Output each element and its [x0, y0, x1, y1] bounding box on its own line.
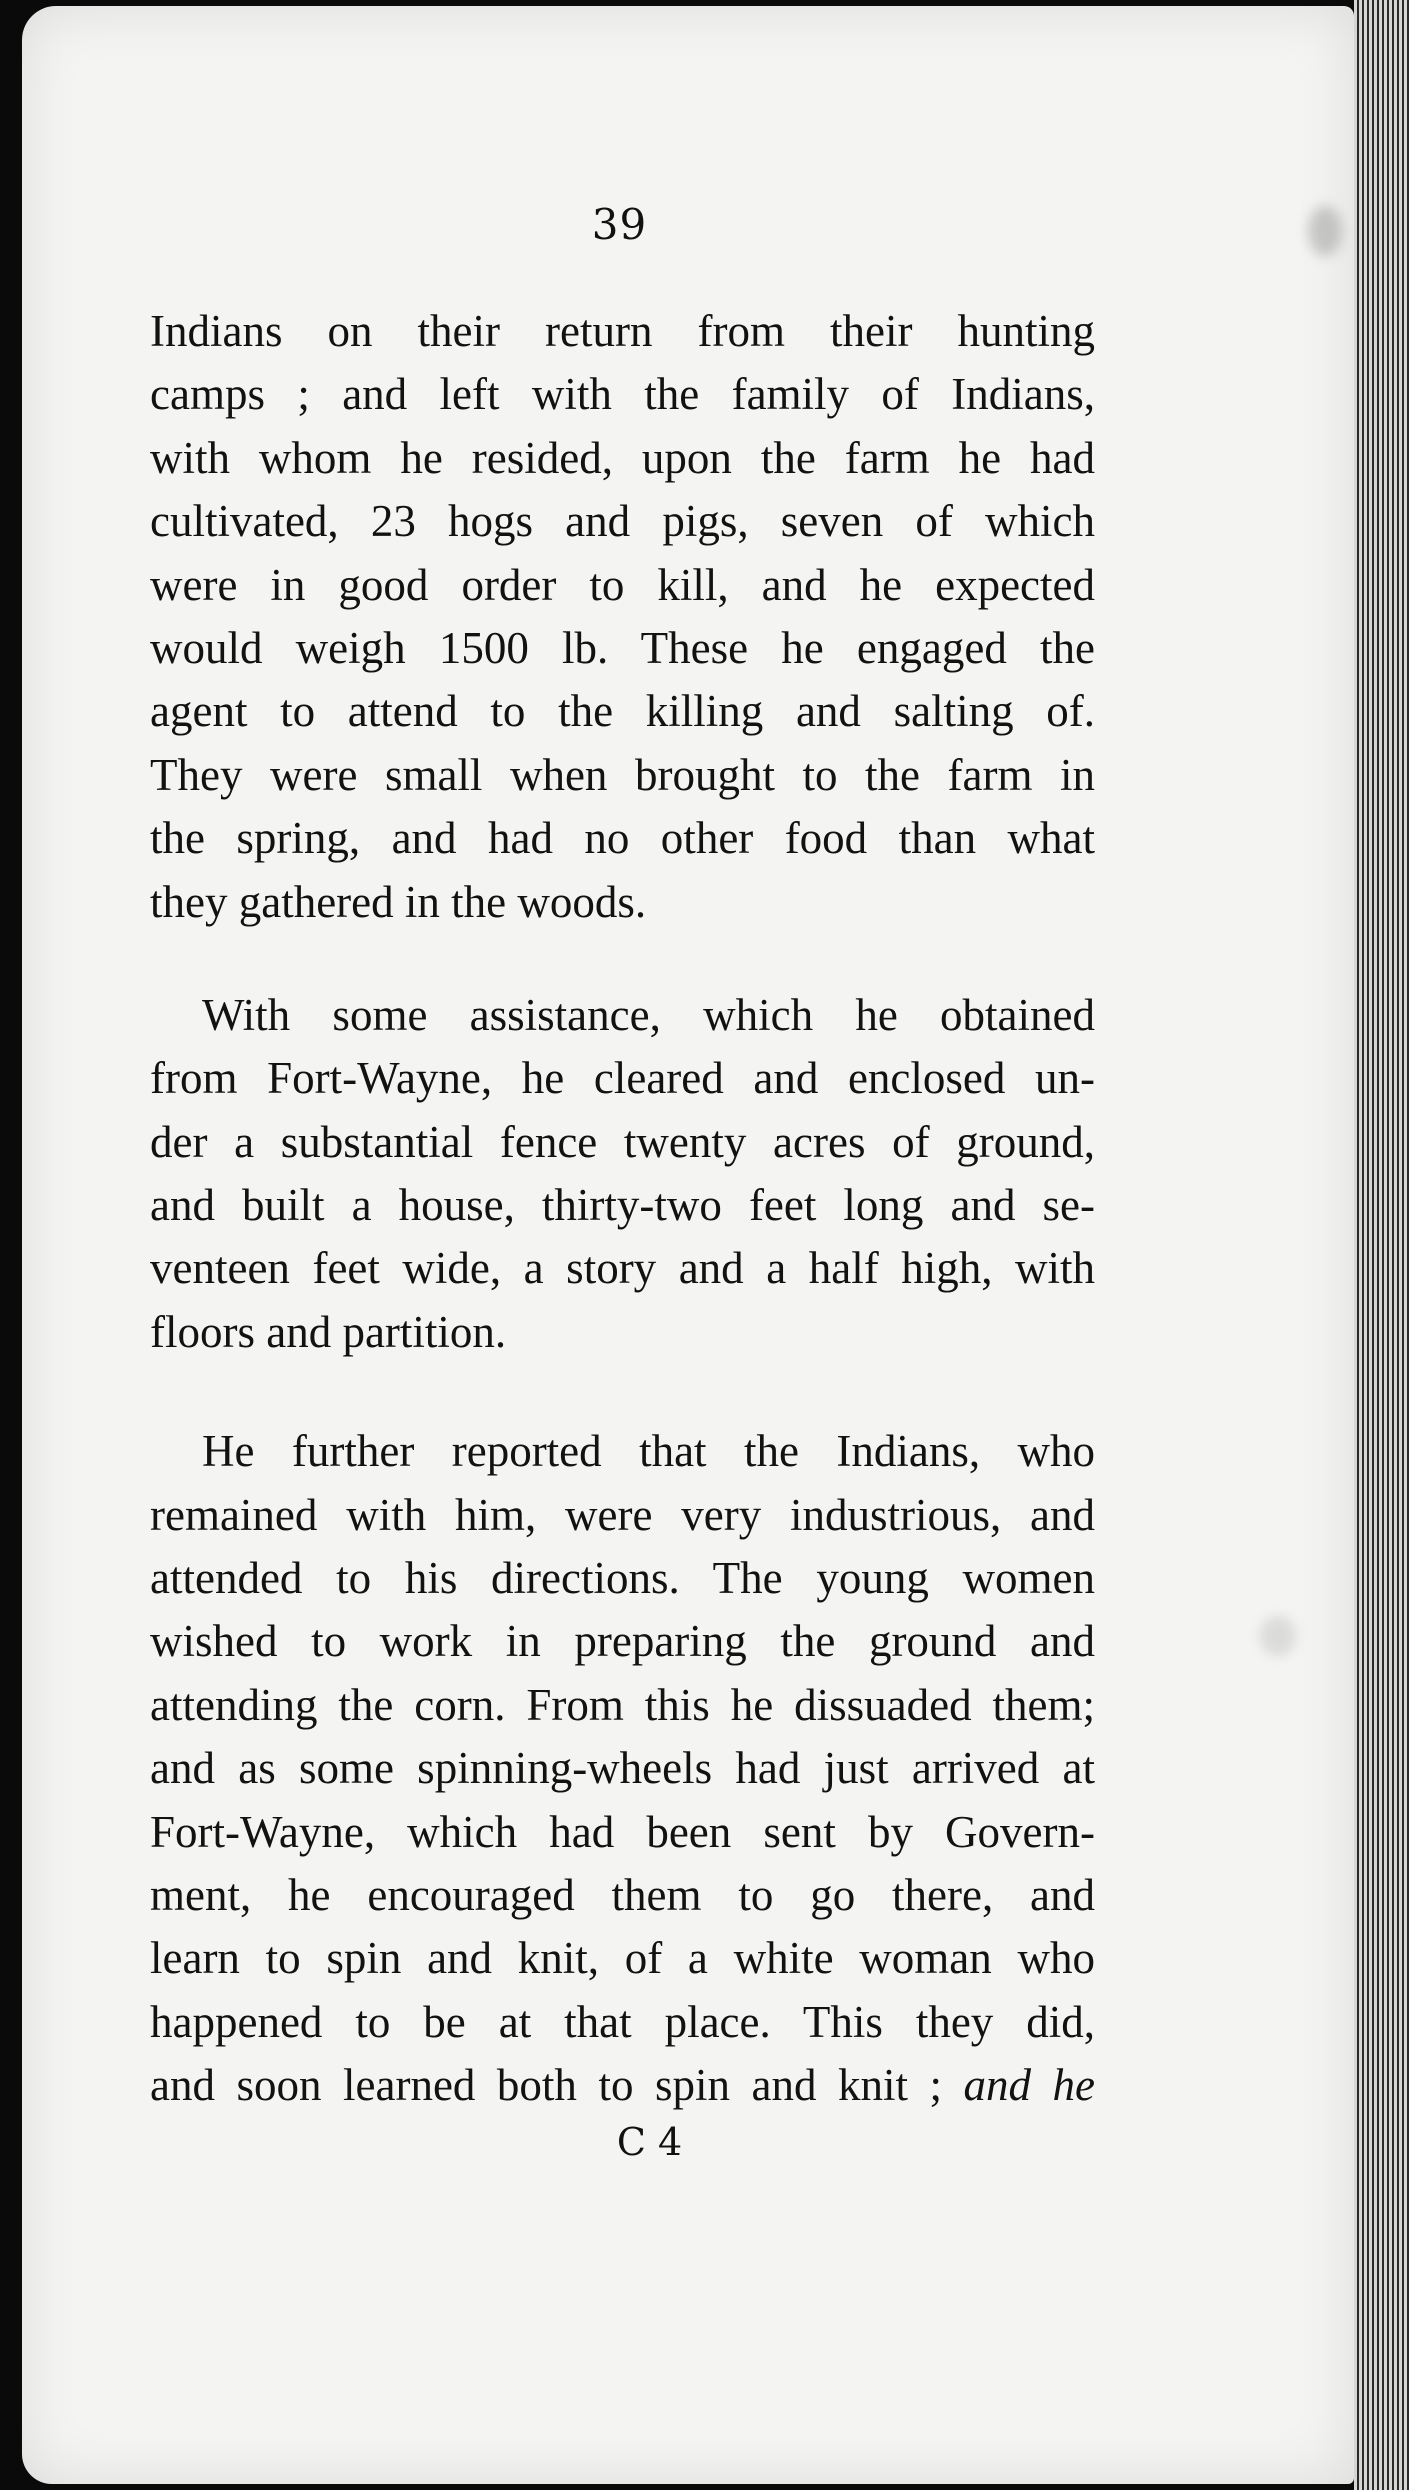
body-text — [150, 300, 1095, 2118]
text-line: they gathered in the woods. — [150, 876, 647, 927]
paragraph-gap — [150, 934, 1095, 984]
signature-mark: C 4 — [616, 2120, 683, 2164]
paper-stain — [1260, 1616, 1296, 1656]
book-page-edges — [1354, 0, 1409, 2490]
text-line: happened to be at that place. This they did, — [150, 1996, 1095, 2047]
text-line: cultivated, 23 hogs and pigs, seven of which — [150, 496, 1095, 547]
text-line: He further reported that the Indians, who — [202, 1426, 1095, 1477]
text-line: der a substantial fence twenty acres of ground, — [150, 1116, 1095, 1167]
page-number: 39 — [591, 200, 648, 249]
text-line: and as some spinning-wheels had just arrived at — [150, 1743, 1095, 1794]
text-line: With some assistance, which he obtained — [202, 989, 1095, 1040]
text-line: remained with him, were very industrious, and — [150, 1489, 1095, 1540]
text-line: attending the corn. From this he dissuaded them; — [150, 1679, 1095, 1730]
text-line: from Fort-Wayne, he cleared and enclosed un- — [150, 1053, 1095, 1104]
text-line: They were small when brought to the farm in — [150, 749, 1095, 800]
text-line: were in good order to kill, and he expected — [150, 559, 1095, 610]
text-line-roman: and soon learned both to spin and knit ; — [150, 2060, 942, 2111]
catchword-italic: and he — [963, 2060, 1095, 2111]
text-line: wished to work in preparing the ground and — [150, 1616, 1095, 1667]
paragraph-gap — [150, 1364, 1095, 1420]
text-line — [150, 2054, 1095, 2117]
text-line: the spring, and had no other food than what — [150, 813, 1095, 864]
text-line: agent to attend to the killing and salting of. — [150, 686, 1095, 737]
text-line: floors and partition. — [150, 1306, 507, 1357]
text-line: would weigh 1500 lb. These he engaged the — [150, 622, 1095, 673]
text-line: camps ; and left with the family of Indians, — [150, 369, 1095, 420]
text-line: learn to spin and knit, of a white woman who — [150, 1933, 1095, 1984]
text-line: Indians on their return from their hunting — [150, 306, 1095, 356]
text-line: venteen feet wide, a story and a half high, with — [150, 1243, 1095, 1294]
text-line: and built a house, thirty-two feet long and se- — [150, 1180, 1095, 1231]
text-line: with whom he resided, upon the farm he had — [150, 432, 1095, 483]
text-line: Fort-Wayne, which had been sent by Govern- — [150, 1806, 1095, 1857]
text-line: attended to his directions. The young women — [150, 1553, 1095, 1604]
text-line: ment, he encouraged them to go there, and — [150, 1869, 1095, 1920]
